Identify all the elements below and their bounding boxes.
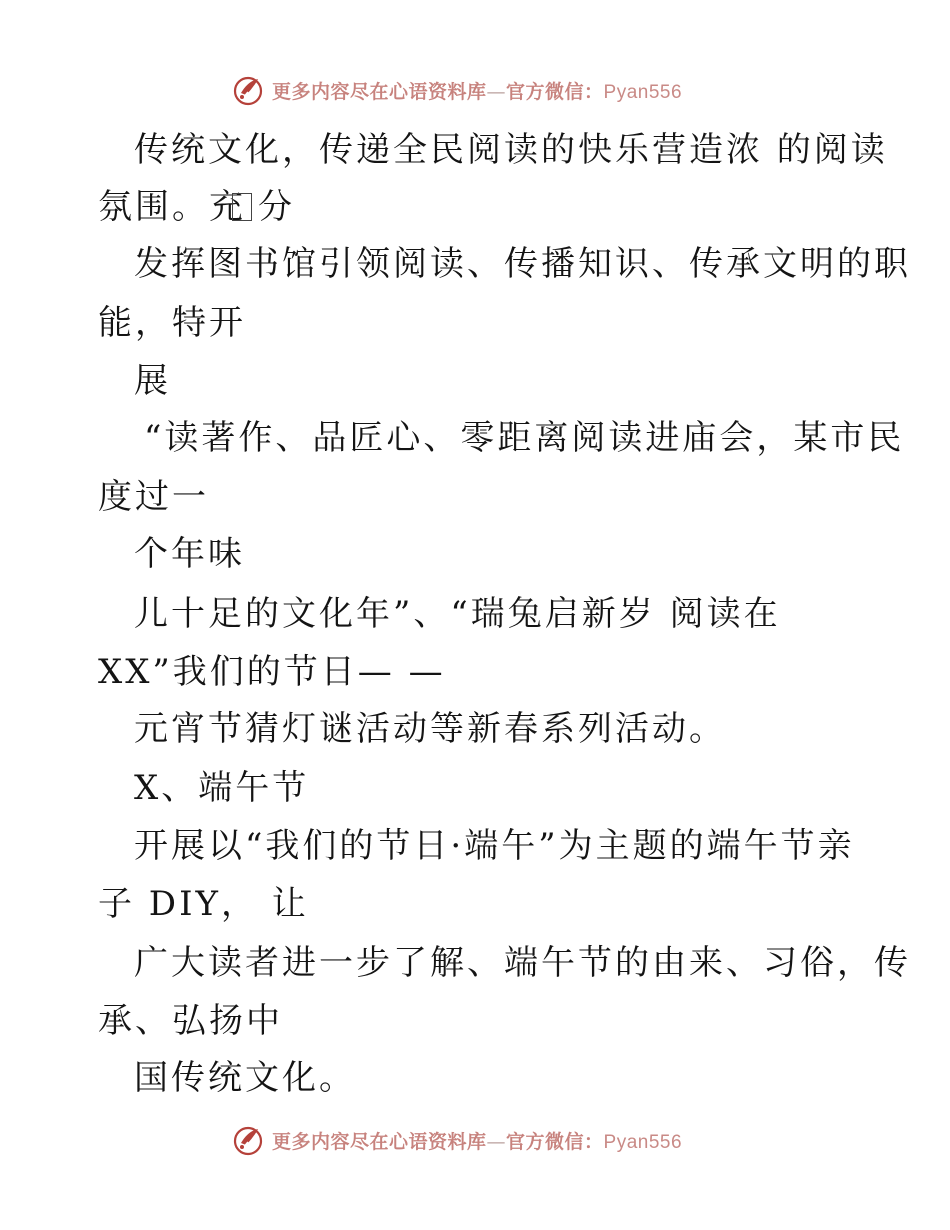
header-banner	[232, 70, 732, 110]
glyph-box	[232, 187, 252, 230]
text-line: 元宵节猜灯谜活动等新春系列活动。	[134, 709, 726, 749]
banner-wechat-id: Pyan556	[603, 1131, 683, 1153]
text-line: 能，特开	[98, 303, 246, 343]
text-line: 分	[258, 187, 295, 227]
banner-title: 更多内容尽在心语资料库	[272, 80, 487, 103]
banner-wechat-label: 官方微信：	[506, 1130, 604, 1153]
text-line: 子 DIY， 让	[98, 884, 309, 924]
text-line: 国传统文化。	[134, 1058, 356, 1098]
footer-banner	[232, 1120, 732, 1160]
text-line: XX”我们的节日— —	[98, 652, 446, 692]
text-line: 承、弘扬中	[98, 1001, 283, 1041]
text-line: 展	[134, 361, 171, 401]
banner-title: 更多内容尽在心语资料库	[272, 1130, 487, 1153]
text-line: 度过一	[98, 477, 209, 517]
text-line: 儿十足的文化年”、“瑞兔启新岁 阅读在	[134, 594, 781, 634]
section-heading: X、端午节	[134, 768, 310, 808]
banner-text	[272, 77, 682, 104]
text-line: 传统文化，传递全民阅读的快乐营造浓 的阅读	[134, 130, 888, 170]
text-line: 开展以“我们的节日·端午”为主题的端午节亲	[134, 826, 855, 866]
text-line: “读著作、品匠心、零距离阅读进庙会，某市民	[144, 418, 905, 458]
text-line: 氛围。充	[98, 187, 246, 227]
text-line: 广大读者进一步了解、端午节的由来、习俗，传	[134, 943, 911, 983]
text-line: 发挥图书馆引领阅读、传播知识、传承文明的职	[134, 244, 911, 284]
banner-text	[272, 1127, 682, 1154]
banner-wechat-label: 官方微信：	[506, 80, 604, 103]
banner-wechat-id: Pyan556	[603, 81, 683, 103]
pen-logo-icon	[232, 1123, 266, 1157]
text-line: 个年味	[134, 534, 245, 574]
banner-separator: —	[486, 1130, 507, 1153]
banner-separator: —	[486, 80, 507, 103]
pen-logo-icon	[232, 73, 266, 107]
